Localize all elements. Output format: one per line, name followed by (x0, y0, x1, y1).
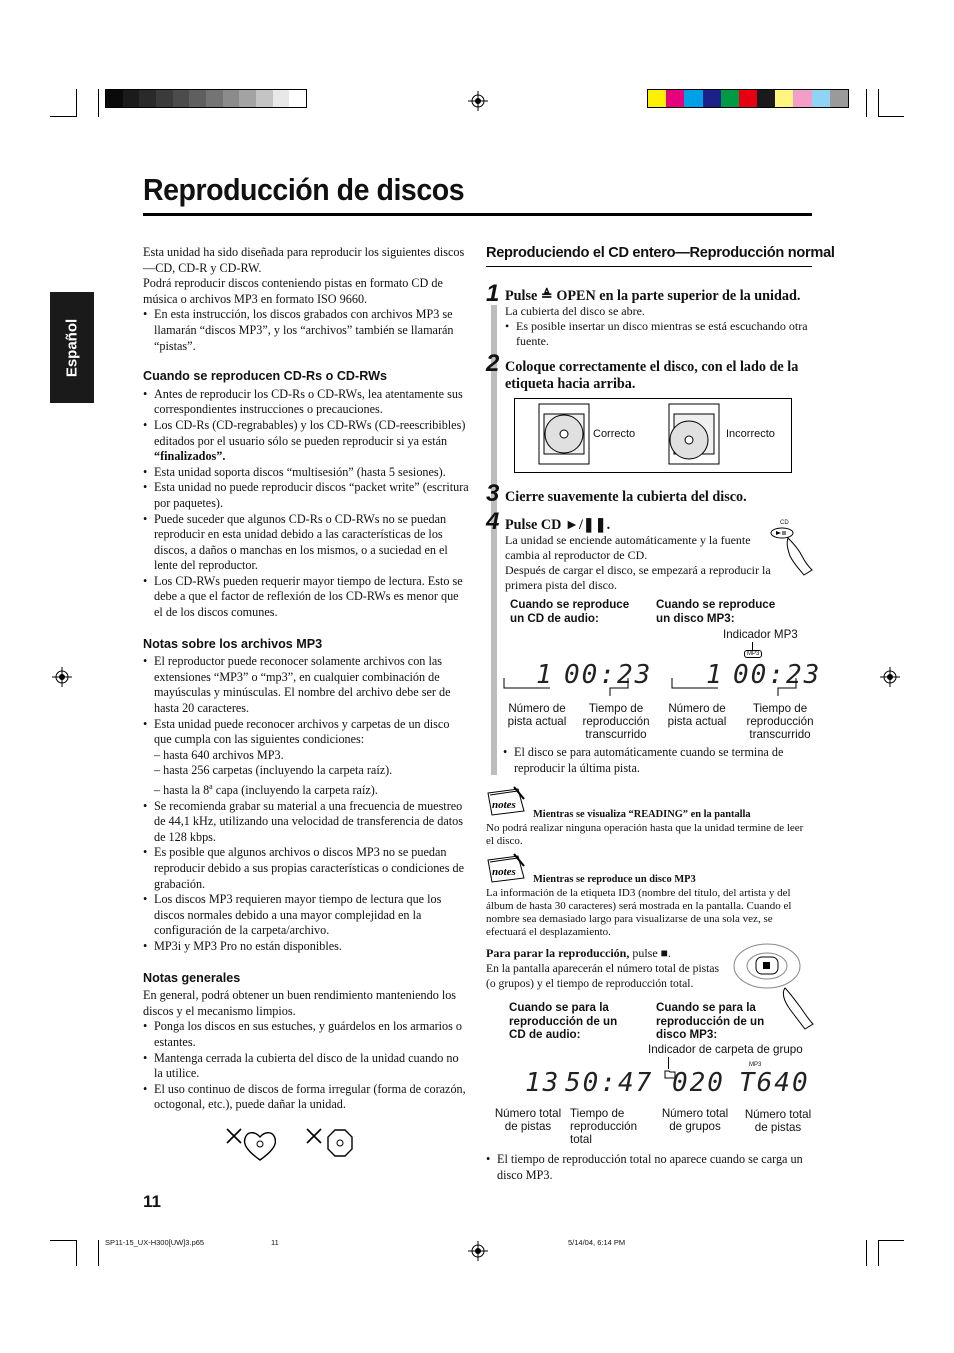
stop-bullets (486, 1152, 812, 1183)
stop-title-rest: pulse ■. (629, 946, 671, 960)
disc-placement-box (514, 398, 792, 473)
color-bar (647, 89, 849, 108)
crop-mark (878, 89, 879, 117)
stop-bullet: • El tiempo de reproducción total no aparece cuando se carga un disco MP3. (486, 1152, 812, 1183)
mp3-condition-text: – hasta la 8 (154, 783, 210, 798)
step-bullet: • Es posible insertar un disco mientras se está escuchando otra fuente. (505, 319, 815, 348)
general-bullet: • Ponga los discos en sus estuches, y guárdelos en los armarios o estantes. (143, 1019, 469, 1050)
mp3-condition-text: capa (incluyendo la carpeta raíz). (212, 783, 378, 798)
grayscale-swatch (173, 90, 190, 107)
step-text: La cubierta del disco se abre. (505, 304, 645, 318)
section-heading-mp3: Notas sobre los archivos MP3 (143, 636, 323, 651)
incorrect-disc-icon (668, 403, 720, 465)
lcd-heading-stop-cd: Cuando se para la reproducción de un CD de audio: (509, 1001, 618, 1041)
heart-disc-icon (224, 1126, 276, 1162)
color-swatch (830, 90, 848, 107)
step-title-text: Pulse (505, 288, 541, 304)
crop-mark (98, 89, 99, 117)
crop-mark (50, 1240, 76, 1241)
incorrect-label: Incorrecto (726, 428, 775, 440)
color-swatch (666, 90, 684, 107)
cdr-bullet: • Antes de reproducir los CD-Rs o CD-RWs, lea atentamente sus correspondientes instrucciones o precauciones. (143, 387, 469, 418)
lcd-heading-mp3: Cuando se reproduce un disco MP3: (656, 598, 776, 625)
footer-page: 11 (271, 1238, 279, 1247)
lcd-elapsed-time: 00:23 (564, 660, 653, 690)
page-title: Reproducción de discos (143, 172, 465, 207)
stop-title: Para parar la reproducción, (486, 946, 630, 960)
crop-mark (878, 1240, 904, 1241)
octagon-disc-icon (304, 1126, 356, 1162)
intro-paragraph: Podrá reproducir discos conteniendo pistas en formato CD de música o archivos MP3 en formato ISO 9660. (143, 276, 443, 306)
cd-button-label: CD (780, 520, 789, 526)
svg-text:notes: notes (492, 799, 516, 811)
mp3-bullet-text: Esta unidad puede reconocer archivos y carpetas de un disco que cumpla con las siguientes condiciones: (154, 716, 450, 747)
section-heading-general: Notas generales (143, 970, 241, 985)
lcd-total-time: 50:47 (565, 1068, 654, 1098)
section-heading-normal-play: Reproduciendo el CD entero—Reproducción normal (486, 245, 835, 261)
mp3-bullet: • Es posible que algunos archivos o discos MP3 no se puedan reproducir debido a sus propias características o condiciones de grabación. (143, 845, 469, 892)
grayscale-swatch (289, 90, 306, 107)
grayscale-swatch (189, 90, 206, 107)
grayscale-swatch (106, 90, 123, 107)
crop-mark (76, 1240, 77, 1266)
cd-play-pause-button-icon (768, 526, 816, 576)
page-number: 11 (143, 1192, 161, 1211)
lcd-label-total-mp3-tracks: Número total de pistas (744, 1108, 812, 1134)
intro-paragraph: Esta unidad ha sido diseñada para reproducir los siguientes discos—CD, CD-R y CD-RW. (143, 245, 465, 275)
lcd-label-track: Número de pista actual (667, 702, 727, 728)
color-swatch (703, 90, 721, 107)
lcd-total-tracks: 13 (525, 1068, 561, 1098)
lcd-label-total-groups: Número total de grupos (661, 1107, 729, 1133)
lcd-elapsed-time: 00:23 (733, 660, 822, 690)
lcd-label-total-time: Tiempo de reproducción total (570, 1107, 638, 1146)
mp3-condition: – hasta 640 archivos MP3. (154, 747, 284, 762)
cdr-bullet (143, 418, 469, 465)
mp3-bullet (143, 717, 469, 799)
heading-rule (486, 266, 812, 267)
color-swatch (739, 90, 757, 107)
lcd-label-time: Tiempo de reproducción transcurrido (582, 702, 650, 741)
mp3-bullet: • Los discos MP3 requieren mayor tiempo de lectura que los discos normales debido a una mayor complejidad en la configuración de la carpeta/archivo. (143, 892, 469, 939)
svg-text:notes: notes (492, 866, 516, 878)
mp3-indicator-label: Indicador MP3 (723, 628, 798, 641)
footer-date: 5/14/04, 6:14 PM (568, 1238, 626, 1247)
crop-mark (866, 1240, 867, 1266)
general-bullet: • El uso continuo de discos de forma irregular (forma de corazón, octogonal, etc.), puede dañar la unidad. (143, 1082, 469, 1113)
grayscale-swatch (139, 90, 156, 107)
crop-mark (76, 89, 77, 117)
color-swatch (684, 90, 702, 107)
lcd-heading-stop-mp3: Cuando se para la reproducción de un disco MP3: (656, 1001, 765, 1041)
cdr-bullet-text: Los CD-Rs (CD-regrabables) y los CD-RWs (CD-reescribibles) editados por el usuario sólo se pueden reproducir si ya están (154, 417, 466, 448)
grayscale-swatch (156, 90, 173, 107)
general-intro: En general, podrá obtener un buen rendimiento manteniendo los discos y el mecanismo limpios. (143, 988, 457, 1018)
lcd-label-time: Tiempo de reproducción transcurrido (746, 702, 814, 741)
eject-icon: ≜ (540, 288, 553, 304)
group-indicator-leader (668, 1057, 669, 1069)
color-swatch (775, 90, 793, 107)
step-text: Después de cargar el disco, se empezará a reproducir la primera pista del disco. (505, 563, 771, 592)
registration-target-icon (468, 91, 488, 111)
cdr-bullet: • Esta unidad soporta discos “multisesión” (hasta 5 sesiones). (143, 465, 469, 481)
crop-mark (866, 89, 867, 117)
grayscale-swatch (223, 90, 240, 107)
mp3-condition: – hasta 256 carpetas (incluyendo la carpeta raíz). (154, 763, 393, 778)
lcd-track-number: 1 (706, 660, 724, 690)
color-swatch (757, 90, 775, 107)
step-title-text: OPEN en la parte superior de la unidad. (552, 288, 801, 304)
left-column (143, 245, 469, 1113)
cdr-bullet: • Puede suceder que algunos CD-Rs o CD-RWs no se puedan reproducir en esta unidad debido a las características de los discos, a daños o manchas en los mismos, o a suciedad en el lente del reproductor. (143, 512, 469, 574)
grayscale-swatch (273, 90, 290, 107)
mp3-bullet: • El reproductor puede reconocer solamente archivos con las extensiones “MP3” o “mp3”, en cualquier combinación de mayúsculas y minúsculas. El nombre del archivo debe ser de hasta 20 caracteres. (143, 654, 469, 716)
note-text: No podrá realizar ninguna operación hasta que la unidad termine de leer el disco. (486, 822, 804, 847)
mp3-badge: MP3 (749, 1062, 762, 1068)
step-title: Coloque correctamente el disco, con el lado de la etiqueta hacia arriba. (505, 359, 799, 392)
lcd-label-total-tracks: Número total de pistas (494, 1107, 562, 1133)
cdr-finalized: “finalizados”. (154, 449, 226, 464)
crop-mark (878, 1240, 879, 1266)
grayscale-swatch (123, 90, 140, 107)
registration-target-icon (52, 667, 72, 687)
section-heading-cdr: Cuando se reproducen CD-Rs o CD-RWs (143, 369, 387, 384)
language-tab-label: Español (63, 318, 81, 377)
crop-mark (98, 1240, 99, 1266)
step-number: 2 (486, 350, 500, 377)
lcd-total-mp3-tracks: T640 (739, 1068, 810, 1098)
step-number: 1 (486, 280, 500, 307)
step-bullets (503, 745, 813, 776)
title-rule (143, 213, 812, 216)
language-tab (50, 292, 94, 403)
notes-icon (486, 785, 528, 817)
grayscale-swatch (256, 90, 273, 107)
general-bullet: • Mantenga cerrada la cubierta del disco de la unidad cuando no la utilice. (143, 1051, 469, 1082)
intro-bullet: • En esta instrucción, los discos grabados con archivos MP3 se llamarán “discos MP3”, y los “archivos” también se llamarán “pistas”. (143, 307, 469, 354)
note-title: Mientras se reproduce un disco MP3 (533, 874, 696, 885)
crop-mark (878, 116, 904, 117)
step-number: 3 (486, 480, 500, 507)
step-number: 4 (486, 508, 500, 535)
correct-disc-icon (538, 403, 590, 465)
superscript: a (209, 782, 213, 791)
step-title (505, 288, 815, 305)
color-swatch (812, 90, 830, 107)
grayscale-bar (105, 89, 307, 108)
step-title: Cierre suavemente la cubierta del disco. (505, 489, 747, 505)
footer-file: SP11-15_UX-H300[UW]3.p65 (105, 1238, 205, 1247)
group-indicator-label: Indicador de carpeta de grupo (648, 1043, 803, 1056)
stop-text: En la pantalla aparecerán el número total de pistas (o grupos) y el tiempo de reproducción total. (486, 962, 720, 990)
note-title: Mientras se visualiza “READING” en la pantalla (533, 809, 751, 820)
lcd-total-groups: 020 (672, 1068, 725, 1098)
crop-mark (50, 116, 76, 117)
cdr-bullet: • Los CD-RWs pueden requerir mayor tiempo de lectura. Esto se debe a que el factor de reflexión de los CD-RWs es menor que el de los discos comunes. (143, 574, 469, 621)
step-text: La unidad se enciende automáticamente y la fuente cambia al reproductor de CD. (505, 533, 751, 562)
lcd-label-track: Número de pista actual (507, 702, 567, 728)
lcd-heading-cd: Cuando se reproduce un CD de audio: (510, 598, 630, 625)
color-swatch (721, 90, 739, 107)
step-title: Pulse CD ►/❚❚. (505, 517, 611, 533)
grayscale-swatch (206, 90, 223, 107)
step-bullet: • El disco se para automáticamente cuando se termina de reproducir la última pista. (503, 745, 813, 776)
lcd-track-number: 1 (536, 660, 554, 690)
mp3-badge: MP3 (744, 650, 762, 658)
registration-target-icon (468, 1241, 488, 1261)
color-swatch (793, 90, 811, 107)
step-bullets (505, 319, 815, 348)
color-swatch (648, 90, 666, 107)
grayscale-swatch (239, 90, 256, 107)
mp3-bullet: • Se recomienda grabar su material a una frecuencia de muestreo de 44,1 kHz, utilizando una velocidad de transferencia de datos de 128 kbps. (143, 799, 469, 846)
mp3-bullet: • MP3i y MP3 Pro no están disponibles. (143, 939, 469, 955)
correct-label: Correcto (593, 428, 636, 440)
stop-instruction (486, 946, 671, 961)
cdr-bullet: • Esta unidad no puede reproducir discos “packet write” (escritura por paquetes). (143, 480, 469, 511)
notes-icon (486, 852, 528, 884)
registration-target-icon (880, 667, 900, 687)
note-text: La información de la etiqueta ID3 (nombre del título, del artista y del álbum de hasta 30 caracteres) será mostrada en la pantalla. Cuando el nombre sea demasiado largo para visualizarse de una sola vez, se efectuará el desplazamiento. (486, 887, 792, 938)
mp3-condition (154, 779, 469, 799)
